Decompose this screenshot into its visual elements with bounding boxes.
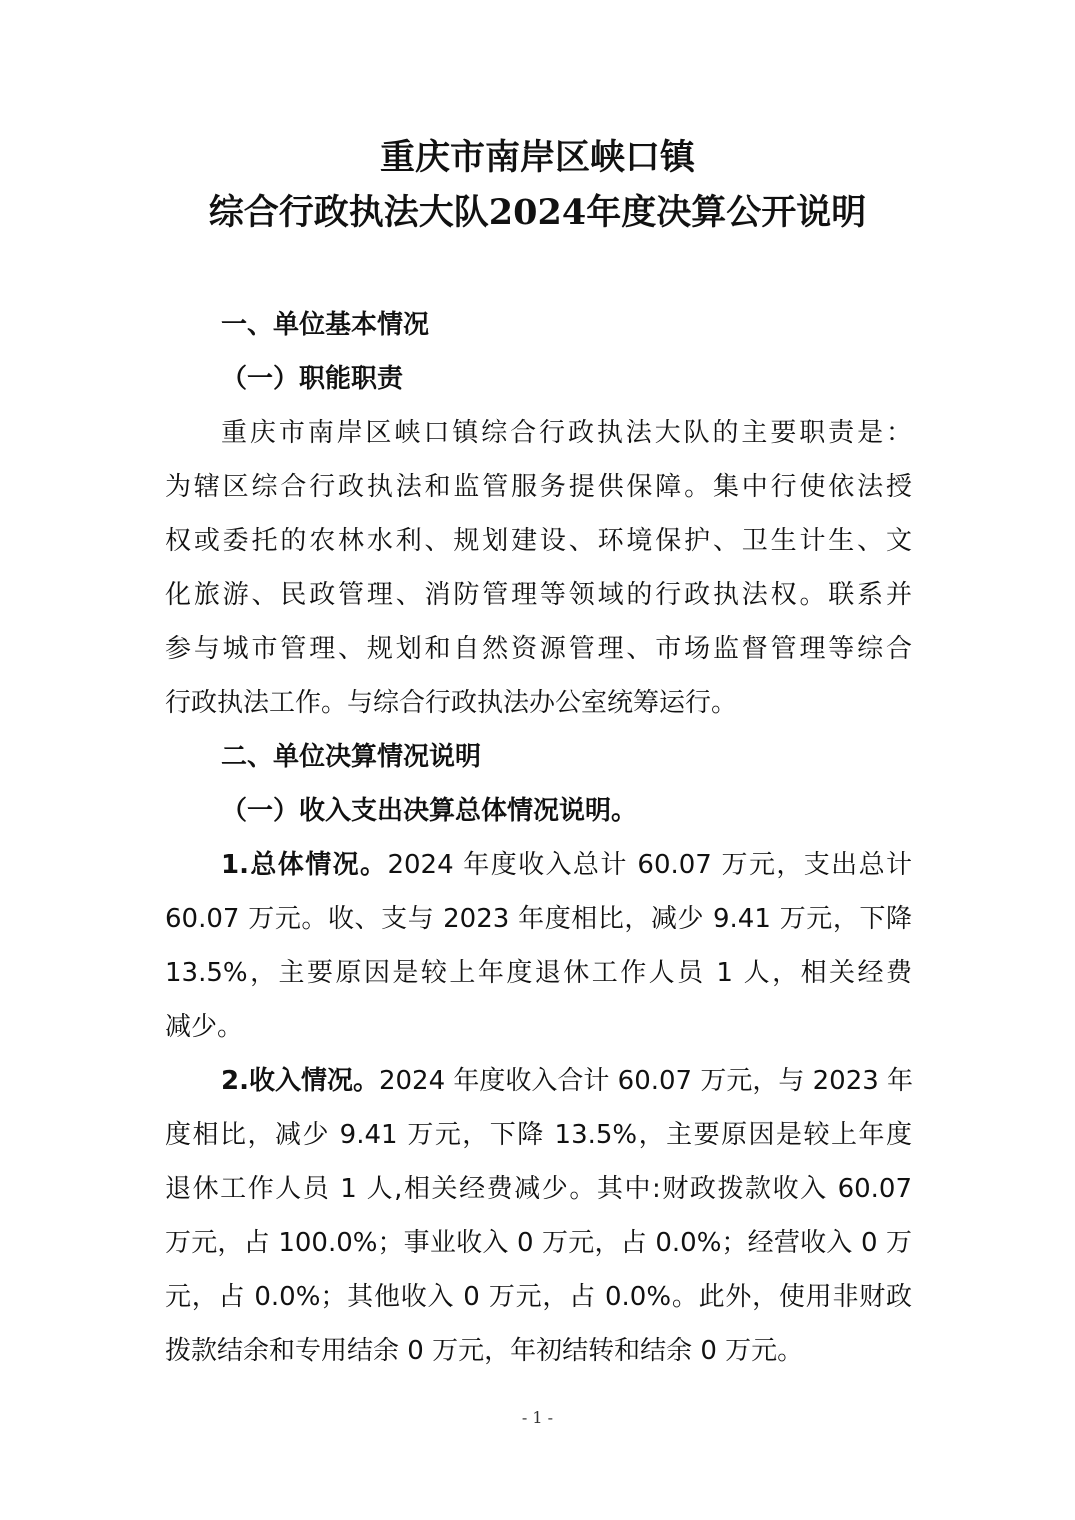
paragraph-lead: 1.总体情况。 [221, 850, 388, 880]
section-heading-2: 二、单位决算情况说明 [221, 742, 482, 772]
paragraph-line: 元，占 0.0%；其他收入 0 万元，占 0.0%。此外，使用非财政 [165, 1282, 912, 1312]
paragraph-line: 减少。 [165, 1012, 244, 1042]
document-body [165, 298, 912, 1378]
paragraph-line: 拨款结余和专用结余 0 万元，年初结转和结余 0 万元。 [165, 1336, 804, 1366]
paragraph-line [165, 1054, 912, 1108]
paragraph-text: 2024 年度收入合计 60.07 万元，与 2023 年 [378, 1066, 914, 1096]
paragraph-line: 13.5%，主要原因是较上年度退休工作人员 1 人，相关经费 [165, 958, 912, 988]
paragraph-line: 为辖区综合行政执法和监管服务提供保障。集中行使依法授 [165, 472, 912, 502]
page-number: - 1 - [521, 1408, 554, 1427]
paragraph-line: 行政执法工作。与综合行政执法办公室统筹运行。 [165, 688, 738, 718]
paragraph-line: 度相比，减少 9.41 万元，下降 13.5%，主要原因是较上年度 [165, 1120, 912, 1150]
paragraph-line: 重庆市南岸区峡口镇综合行政执法大队的主要职责是： [221, 418, 912, 448]
subsection-heading-overview: （一）收入支出决算总体情况说明。 [221, 796, 638, 826]
paragraph-line: 退休工作人员 1 人,相关经费减少。其中:财政拨款收入 60.07 [165, 1174, 912, 1204]
section-heading-1: 一、单位基本情况 [221, 310, 430, 340]
paragraph-lead: 2.收入情况。 [221, 1066, 379, 1096]
paragraph-line: 万元，占 100.0%；事业收入 0 万元，占 0.0%；经营收入 0 万 [165, 1228, 912, 1258]
subsection-heading-duties: （一）职能职责 [221, 364, 404, 394]
paragraph-line: 化旅游、民政管理、消防管理等领域的行政执法权。联系并 [165, 580, 912, 610]
paragraph-text: 2024 年度收入总计 60.07 万元，支出总计 [387, 850, 912, 880]
paragraph-line: 权或委托的农林水利、规划建设、环境保护、卫生计生、文 [165, 526, 912, 556]
paragraph-line [165, 838, 912, 892]
document-title-line2: 综合行政执法大队2024年度决算公开说明 [208, 192, 867, 233]
paragraph-line: 60.07 万元。收、支与 2023 年度相比，减少 9.41 万元，下降 [165, 904, 912, 934]
paragraph-line: 参与城市管理、规划和自然资源管理、市场监督管理等综合 [165, 634, 912, 664]
document-title-line1: 重庆市南岸区峡口镇 [379, 137, 695, 178]
